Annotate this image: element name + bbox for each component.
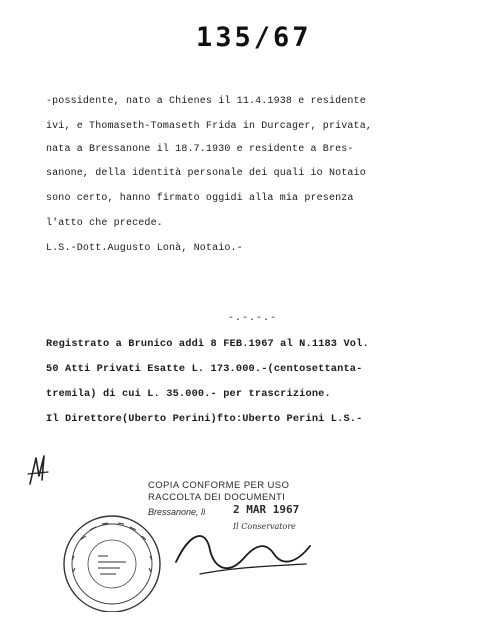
- marginal-mark-icon: [26, 450, 52, 495]
- text-line-4: sanone, della identità personale dei quali io Notaio: [46, 168, 366, 179]
- text-line-1: -possidente, nato a Chienes il 11.4.1938 e residente: [46, 96, 366, 107]
- text-line-7: L.S.-Dott.Augusto Lonà, Notaio.-: [46, 243, 243, 254]
- stamp-place: Bressanone, lì: [148, 507, 206, 517]
- text-line-2: ivi, e Thomaseth-Tomaseth Frida in Durcager, privata,: [46, 121, 373, 132]
- certification-stamp: [148, 480, 338, 517]
- signature-icon: [170, 518, 320, 593]
- stamp-role: Il Conservatore: [233, 522, 296, 531]
- text-line-6: l'atto che precede.: [46, 218, 163, 229]
- stamp-date: 2 MAR 1967: [233, 503, 300, 516]
- registration-line-2: 50 Atti Privati Esatte L. 173.000.-(centosettanta-: [46, 363, 363, 375]
- text-line-5: sono certo, hanno firmato oggidi alla mia presenza: [46, 193, 354, 204]
- separator: -.-.-.-: [228, 313, 278, 324]
- registration-line-3: tremila) di cui L. 35.000.- per trascrizione.: [46, 388, 331, 400]
- handwritten-mark: [26, 450, 52, 490]
- text-line-3: nata a Bressanone il 18.7.1930 e residente a Bres-: [46, 144, 354, 155]
- registration-line-1: Registrato a Brunico addì 8 FEB.1967 al N.1183 Vol.: [46, 338, 369, 350]
- document-number: 135/67: [196, 22, 312, 53]
- round-seal-icon: [60, 512, 170, 617]
- stamp-copy-line: COPIA CONFORME PER USO: [148, 480, 290, 491]
- stamp-collection-line: RACCOLTA DEI DOCUMENTI: [148, 492, 286, 503]
- registration-line-4: Il Direttore(Uberto Perini)fto:Uberto Perini L.S.-: [46, 413, 363, 425]
